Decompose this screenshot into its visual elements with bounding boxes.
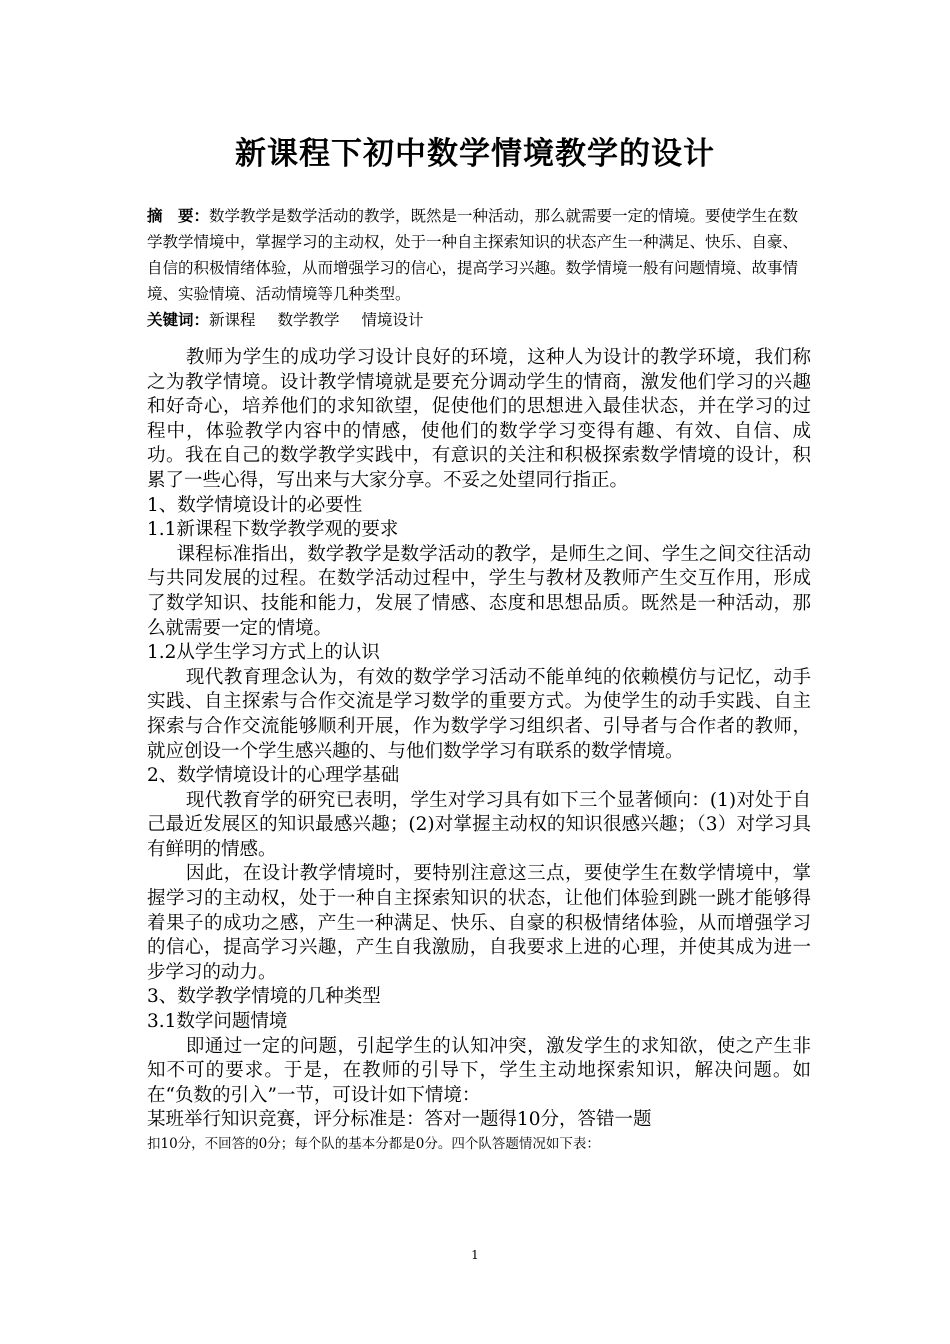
paragraph-2-1: 现代教育学的研究已表明，学生对学习具有如下三个显著倾向：(1)对处于自己最近发展区的知识最感兴趣；(2)对掌握主动权的知识很感兴趣；（3）对学习具有鲜明的情感。 xyxy=(147,789,811,860)
section-heading-1: 1、数学情境设计的必要性 xyxy=(147,494,363,516)
body-text xyxy=(147,346,811,1155)
abstract-label: 摘 要： xyxy=(147,207,210,225)
keyword-item: 新课程 xyxy=(209,311,256,329)
paragraph-1-1: 课程标准指出，数学教学是数学活动的教学，是师生之间、学生之间交往活动与共同发展的过程。在数学活动过程中，学生与教材及教师产生交互作用，形成了数学知识、技能和能力，发展了情感、态度和思想品质。既然是一种活动，那么就需要一定的情境。 xyxy=(147,543,811,639)
intro-paragraph: 教师为学生的成功学习设计良好的环境，这种人为设计的教学环境，我们称之为教学情境。设计教学情境就是要充分调动学生的情商，激发他们学习的兴趣和好奇心，培养他们的求知欲望，促使他们的思想进入最佳状态，并在学习的过程中，体验教学内容中的情感，使他们的数学学习变得有趣、有效、自信、成功。我在自己的数学教学实践中，有意识的关注和积极探索数学情境的设计，积累了一些心得，写出来与大家分享。不妥之处望同行指正。 xyxy=(147,347,811,491)
paragraph-1-2: 现代教育理念认为，有效的数学学习活动不能单纯的依赖模仿与记忆，动手实践、自主探索与合作交流是学习数学的重要方式。为使学生的动手实践、自主探索与合作交流能够顺利开展，作为数学学习组织者、引导者与合作者的教师，就应创设一个学生感兴趣的、与他们数学学习有联系的数学情境。 xyxy=(147,666,811,762)
subsection-heading-1-1: 1.1新课程下数学教学观的要求 xyxy=(147,519,399,541)
keywords-label: 关键词： xyxy=(147,311,210,329)
paragraph-3-3: 扣10分，不回答的0分；每个队的基本分都是0分。四个队答题情况如下表： xyxy=(147,1136,600,1152)
document-title: 新课程下初中数学情境教学的设计 xyxy=(235,136,715,172)
keyword-item: 数学教学 xyxy=(277,311,340,329)
section-heading-2: 2、数学情境设计的心理学基础 xyxy=(147,765,400,787)
paragraph-3-1: 即通过一定的问题，引起学生的认知冲突，激发学生的求知欲，使之产生非知不可的要求。于是，在教师的引导下，学生主动地探索知识，解决问题。如在“负数的引入”一节，可设计如下情境： xyxy=(147,1035,811,1106)
abstract-section xyxy=(147,203,811,333)
subsection-heading-1-2: 1.2从学生学习方式上的认识 xyxy=(147,642,380,664)
paragraph-2-2: 因此，在设计教学情境时，要特别注意这三点，要使学生在数学情境中，掌握学习的主动权，处于一种自主探索知识的状态，让他们体验到跳一跳才能够得着果子的成功之感，产生一种满足、快乐、自豪的积极情绪体验，从而增强学习的信心，提高学习兴趣，产生自我激励，自我要求上进的心理，并使其成为进一步学习的动力。 xyxy=(147,863,811,983)
abstract-text: 数学教学是数学活动的教学，既然是一种活动，那么就需要一定的情境。要使学生在数学教学情境中，掌握学习的主动权，处于一种自主探索知识的状态产生一种满足、快乐、自豪、自信的积极情绪体验，从而增强学习的信心，提高学习兴趣。数学情境一般有问题情境、故事情境、实验情境、活动情境等几种类型。 xyxy=(147,207,799,303)
keywords-line xyxy=(147,307,811,333)
keyword-item: 情境设计 xyxy=(361,311,424,329)
paragraph-3-2: 某班举行知识竞赛，评分标准是：答对一题得10分，答错一题 xyxy=(147,1109,652,1131)
subsection-heading-3-1: 3.1数学问题情境 xyxy=(147,1011,288,1033)
page-number: 1 xyxy=(471,1248,479,1262)
section-heading-3: 3、数学教学情境的几种类型 xyxy=(147,986,381,1008)
abstract-paragraph xyxy=(147,203,811,307)
